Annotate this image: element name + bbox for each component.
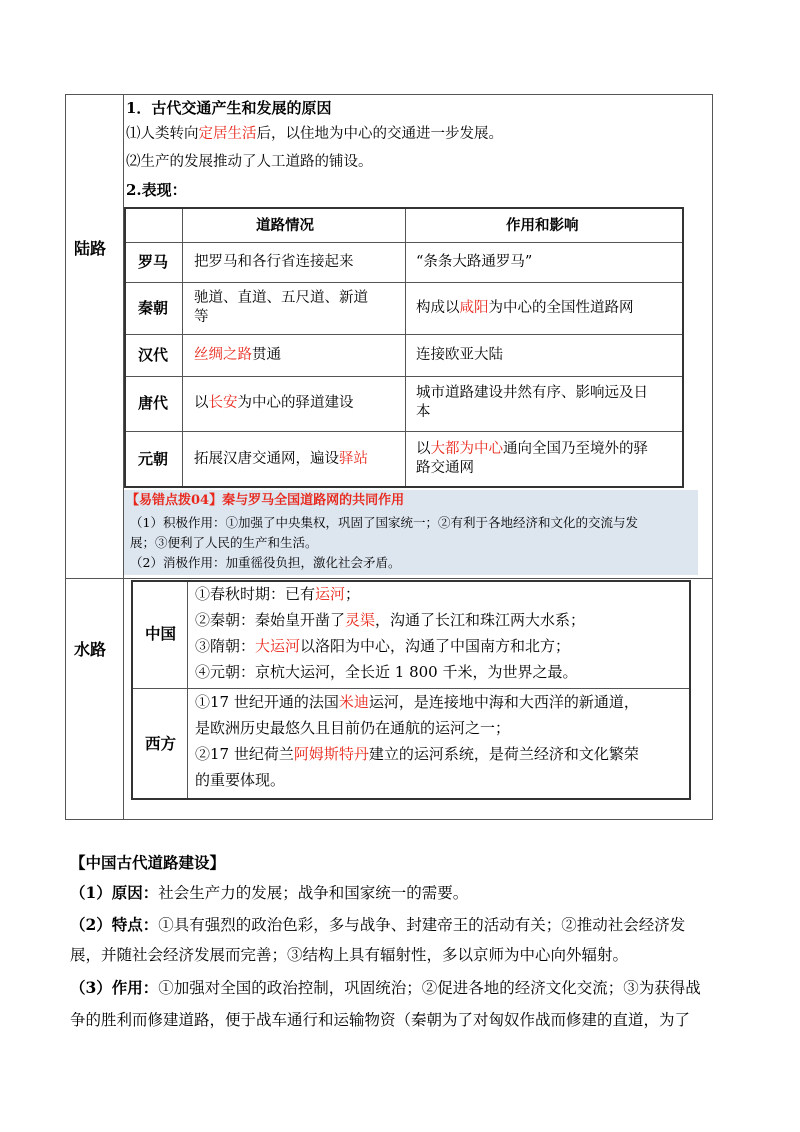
table-divider: [182, 209, 183, 486]
road-table: [124, 207, 684, 488]
tip-line: （1）积极作用：①加强了中央集权，巩固了国家统一；②有利于各地经济和文化的交流与发: [130, 515, 638, 530]
west-item: 的重要体现。: [195, 771, 286, 789]
column-header: 作用和影响: [506, 217, 579, 234]
impact-cell: 构成以咸阳为中心的全国性道路网: [416, 300, 634, 316]
row-divider: [66, 578, 712, 579]
dynasty-cell: 唐代: [138, 394, 169, 412]
impact-cell: 连接欧亚大陆: [416, 347, 503, 363]
china-item: ③隋朝：大运河以洛阳为中心，沟通了中国南方和北方；: [195, 637, 571, 655]
impact-cell: 以大都为中心通向全国乃至境外的驿 路交通网: [416, 441, 648, 476]
section-title: 【中国古代道路建设】: [70, 853, 226, 872]
tip-box: [124, 490, 698, 575]
road-cell: 以长安为中心的驿道建设: [194, 395, 354, 411]
land-label: 陆路: [74, 239, 107, 258]
reason-2: ⑵生产的发展推动了人工道路的铺设。: [126, 154, 373, 170]
reason-1: ⑴人类转向定居生活后，以住地为中心的交通进一步发展。: [126, 126, 503, 142]
land-heading: 1．古代交通产生和发展的原因: [126, 99, 332, 117]
tip-line: （2）消极作用：加重徭役负担，激化社会矛盾。: [130, 555, 401, 570]
table-divider: [126, 242, 682, 243]
land-subheading: 2.表现：: [126, 181, 187, 199]
paragraph: （1）原因：社会生产力的发展；战争和国家统一的需要。: [70, 883, 469, 902]
table-divider: [187, 582, 188, 798]
dynasty-cell: 元朝: [138, 450, 169, 468]
road-cell: 丝绸之路贯通: [194, 347, 281, 363]
table-divider: [126, 376, 682, 377]
water-label: 水路: [74, 640, 107, 659]
road-cell: 把罗马和各行省连接起来: [194, 254, 354, 270]
china-item: ④元朝：京杭大运河，全长近 1 800 千米，为世界之最。: [195, 663, 578, 681]
west-item: ②17 世纪荷兰阿姆斯特丹建立的运河系统，是荷兰经济和文化繁荣: [195, 745, 639, 763]
dynasty-cell: 罗马: [138, 253, 169, 271]
table-divider: [133, 688, 689, 689]
china-item: ②秦朝：秦始皇开凿了灵渠，沟通了长江和珠江两大水系；: [195, 611, 586, 629]
china-label: 中国: [145, 624, 177, 643]
paragraph: （2）特点：①具有强烈的政治色彩，多与战争、封建帝王的活动有关；②推动社会经济发: [70, 915, 686, 934]
dynasty-cell: 秦朝: [138, 299, 169, 317]
table-divider: [405, 209, 406, 486]
paragraph: 展，并随社会经济发展而完善；③结构上具有辐射性，多以京师为中心向外辐射。: [70, 946, 629, 964]
column-header: 道路情况: [256, 217, 314, 234]
west-item: ①17 世纪开通的法国米迪运河，是连接地中海和大西洋的新通道，: [195, 693, 639, 711]
west-item: 是欧洲历史最悠久且目前仍在通航的运河之一；: [195, 719, 511, 737]
dynasty-cell: 汉代: [138, 346, 169, 364]
tip-title: 【易错点拨04】秦与罗马全国道路网的共同作用: [126, 493, 405, 508]
impact-cell: “条条大路通罗马”: [416, 254, 533, 270]
table-divider: [126, 334, 682, 335]
waterway-table: [131, 580, 691, 800]
road-cell: 拓展汉唐交通网，遍设驿站: [194, 451, 368, 467]
paragraph: （3）作用：①加强对全国的政治控制，巩固统治；②促进各地的经济文化交流；③为获得战: [70, 978, 701, 997]
west-label: 西方: [145, 734, 177, 753]
tip-line: 展；③便利了人民的生产和生活。: [130, 535, 318, 550]
impact-cell: 城市道路建设井然有序、影响远及日 本: [416, 385, 648, 420]
table-divider: [126, 431, 682, 432]
paragraph: 争的胜利而修建道路，便于战车通行和运输物资（秦朝为了对匈奴作战而修建的直道，为了: [70, 1011, 691, 1029]
road-cell: 驰道、直道、五尺道、新道 等: [194, 290, 368, 325]
china-item: ①春秋时期：已有运河；: [195, 585, 361, 603]
table-divider: [126, 282, 682, 283]
